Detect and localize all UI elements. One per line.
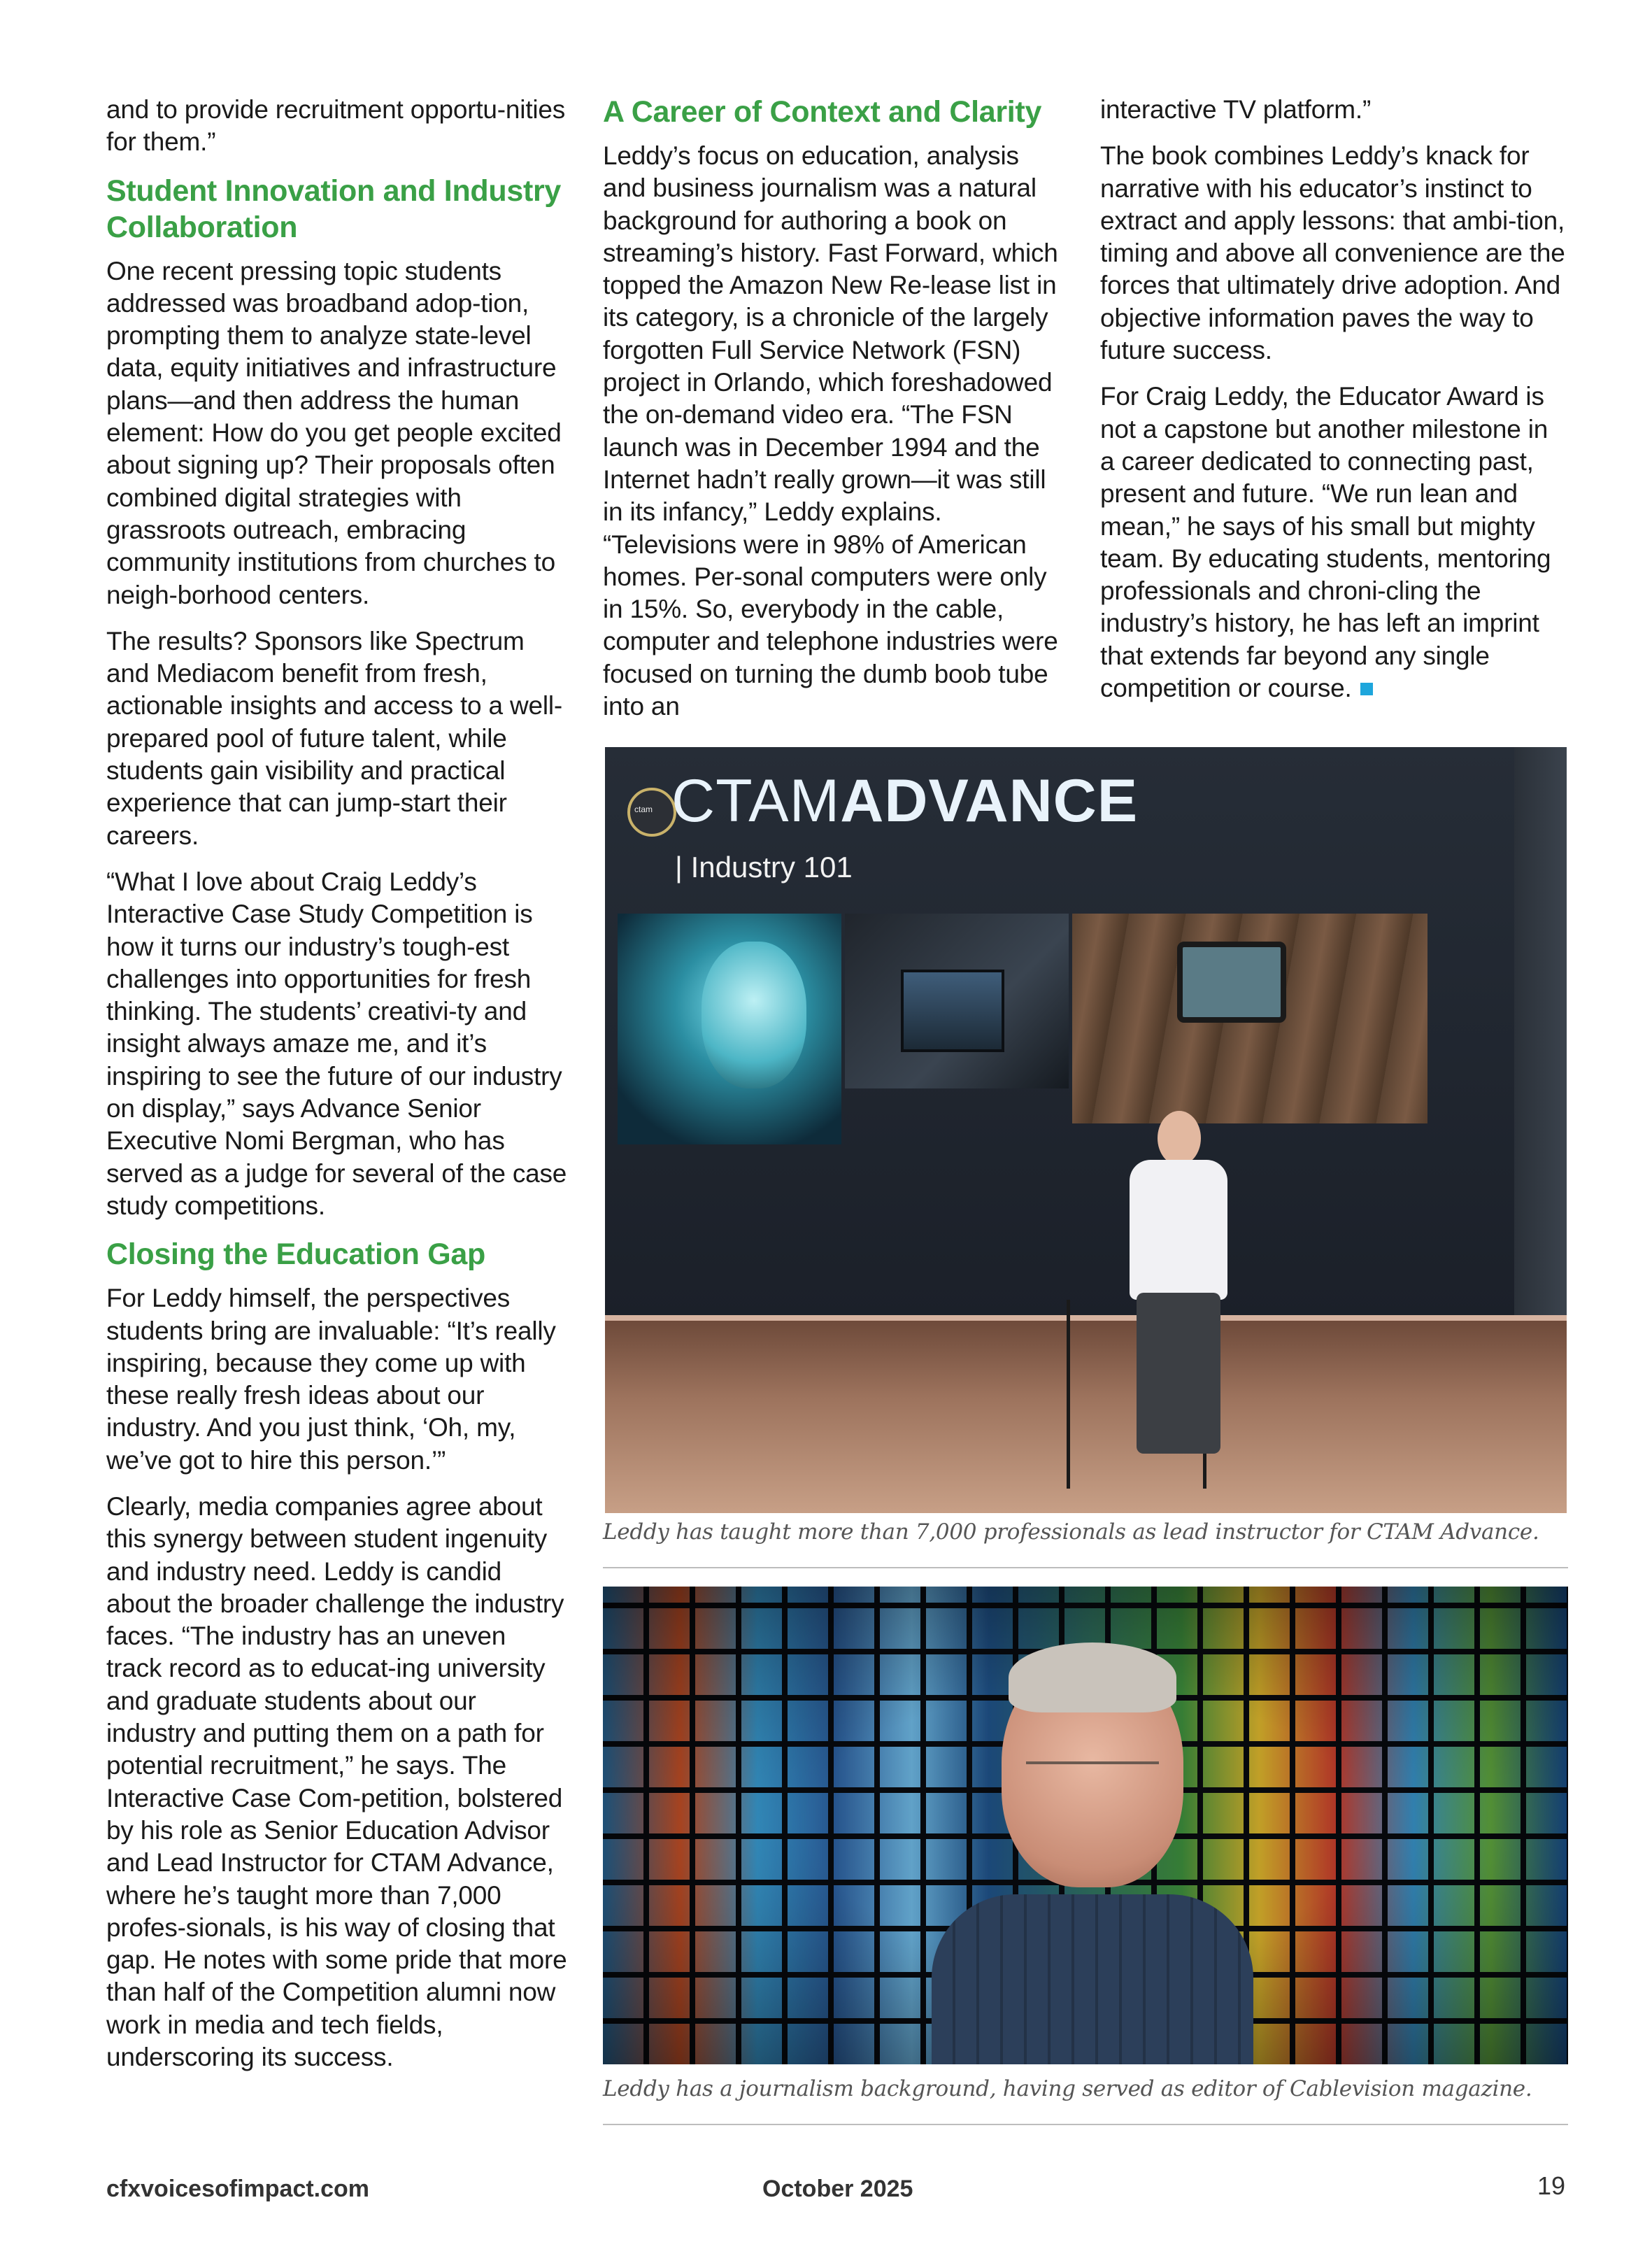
- plaid-shirt: [932, 1894, 1253, 2064]
- tablet-icon: [1177, 942, 1286, 1023]
- ctam-title-light: CTAM: [671, 767, 841, 835]
- paragraph: interactive TV platform.”: [1100, 95, 1372, 124]
- quote-paragraph: “What I love about Craig Leddy’s Interactive Case Study Competition is how it turns our industry’s tough-est challenges into opportunities for fresh thinking. The students’ creativi-ty and insight always amaze me, and it’s inspiring to see the future of our industry on display,” says Advance Senior Executive Nomi Bergman, who has served as a judge for several of the case study competitions.: [106, 867, 567, 1220]
- paragraph: One recent pressing topic students addressed was broadband adop-tion, prompting them to analyze state-level data, equity initiatives and infrastructure plans—and then address the human element: How do you get people excited about signing up? Their proposals often combined digital strategies with grassroots outreach, embracing community institutions from churches to neigh-borhood centers.: [106, 256, 562, 609]
- column-right: [1100, 94, 1569, 718]
- glasses-icon: [1026, 1761, 1159, 1799]
- paragraph: Clearly, media companies agree about this synergy between student ingenuity and industry need. Leddy is candid about the broader challenge the industry faces. “The industry has an uneven track record as to educat-ing university and graduate students about our industry and putting them on a path for potential recruitment,” he says. The Interactive Case Com-petition, bolstered by his role as Senior Education Advisor and Lead Instructor for CTAM Advance, where he’s taught more than 7,000 profes-sionals, is his way of closing that gap. He notes with some pride that more than half of the Competition alumni now work in media and tech fields, underscoring its success.: [106, 1491, 567, 2072]
- monitor-icon: [901, 970, 1004, 1052]
- paragraph: For Leddy himself, the perspectives students bring are invaluable: “It’s really inspiring, because they come up with these really fresh ideas about our industry. And you just think, ‘Oh, my, we’ve got to hire this person.’”: [106, 1284, 556, 1475]
- section-heading-student-innovation: Student Innovation and Industry Collaboration: [106, 173, 562, 244]
- craig-leddy-seated: [1109, 1111, 1248, 1503]
- paragraph: The book combines Leddy’s knack for narrative with his educator’s instinct to extract and apply lessons: that ambi-tion, timing and above all convenience are the forces that ultimately drive adoption. And objective information paves the way to future success.: [1100, 141, 1565, 365]
- ctam-advance-title: [671, 767, 1138, 836]
- section-heading-career: A Career of Context and Clarity: [603, 95, 1042, 129]
- craig-leddy-portrait: [960, 1629, 1225, 2064]
- photo-leddy-portrait: [603, 1587, 1568, 2064]
- woman-face: [702, 942, 806, 1088]
- column-middle: [603, 94, 1064, 737]
- photo-ctam-stage: [605, 747, 1567, 1513]
- footer-website: cfxvoicesofimpact.com: [106, 2176, 370, 2202]
- photo2-caption: Leddy has a journalism background, having served as editor of Cablevision magazine.: [603, 2076, 1532, 2101]
- caption-divider: [603, 2124, 1568, 2125]
- slide-image-editor: [845, 914, 1069, 1088]
- paragraph: Leddy’s focus on education, analysis and business journalism was a natural background for authoring a book on streaming’s history. Fast Forward, which topped the Amazon New Re-lease list in its category, is a chronicle of the largely forgotten Full Service Network (FSN) project in Orlando, which foreshadowed the on-demand video era. “The FSN launch was in December 1994 and the Internet hadn’t really grown—it was still in its infancy,” Leddy explains. “Televisions were in 98% of American homes. Per-sonal computers were only in 15%. So, everybody in the cable, computer and telephone industries were focused on turning the dumb boob tube into an: [603, 141, 1058, 721]
- ctam-title-bold: ADVANCE: [840, 767, 1139, 835]
- paragraph-final: [1100, 381, 1569, 704]
- caption-divider: [603, 1567, 1568, 1568]
- end-of-article-mark: [1360, 683, 1373, 695]
- slide-subtitle: | Industry 101: [675, 851, 853, 884]
- slide-image-tablet: [1072, 914, 1427, 1123]
- photo1-caption: Leddy has taught more than 7,000 professionals as lead instructor for CTAM Advance.: [603, 1519, 1539, 1545]
- paragraph: and to provide recruitment opportu-nities for them.”: [106, 95, 566, 157]
- footer-issue-date: October 2025: [762, 2176, 913, 2202]
- person-legs: [1137, 1293, 1220, 1454]
- paragraph: The results? Sponsors like Spectrum and Mediacom benefit from fresh, actionable insights and access to a well-prepared pool of future talent, while students gain visibility and practical experience that can jump-start their careers.: [106, 626, 563, 850]
- ctam-logo-text: ctam: [634, 804, 653, 814]
- paragraph-final-text: For Craig Leddy, the Educator Award is not a capstone but another milestone in a career dedicated to connecting past, present and future. “We run lean and mean,” he says of his small but mighty team. By educating students, mentoring professionals and chroni-cling the industry’s history, he has left an imprint that extends far beyond any single competition or course.: [1100, 382, 1551, 703]
- person-head: [1158, 1111, 1201, 1165]
- hair: [1009, 1643, 1176, 1712]
- column-left: [106, 94, 568, 2087]
- page-number: 19: [1537, 2171, 1566, 2200]
- person-shirt: [1130, 1160, 1227, 1300]
- section-heading-closing-gap: Closing the Education Gap: [106, 1237, 485, 1272]
- slide-image-woman: [618, 914, 841, 1144]
